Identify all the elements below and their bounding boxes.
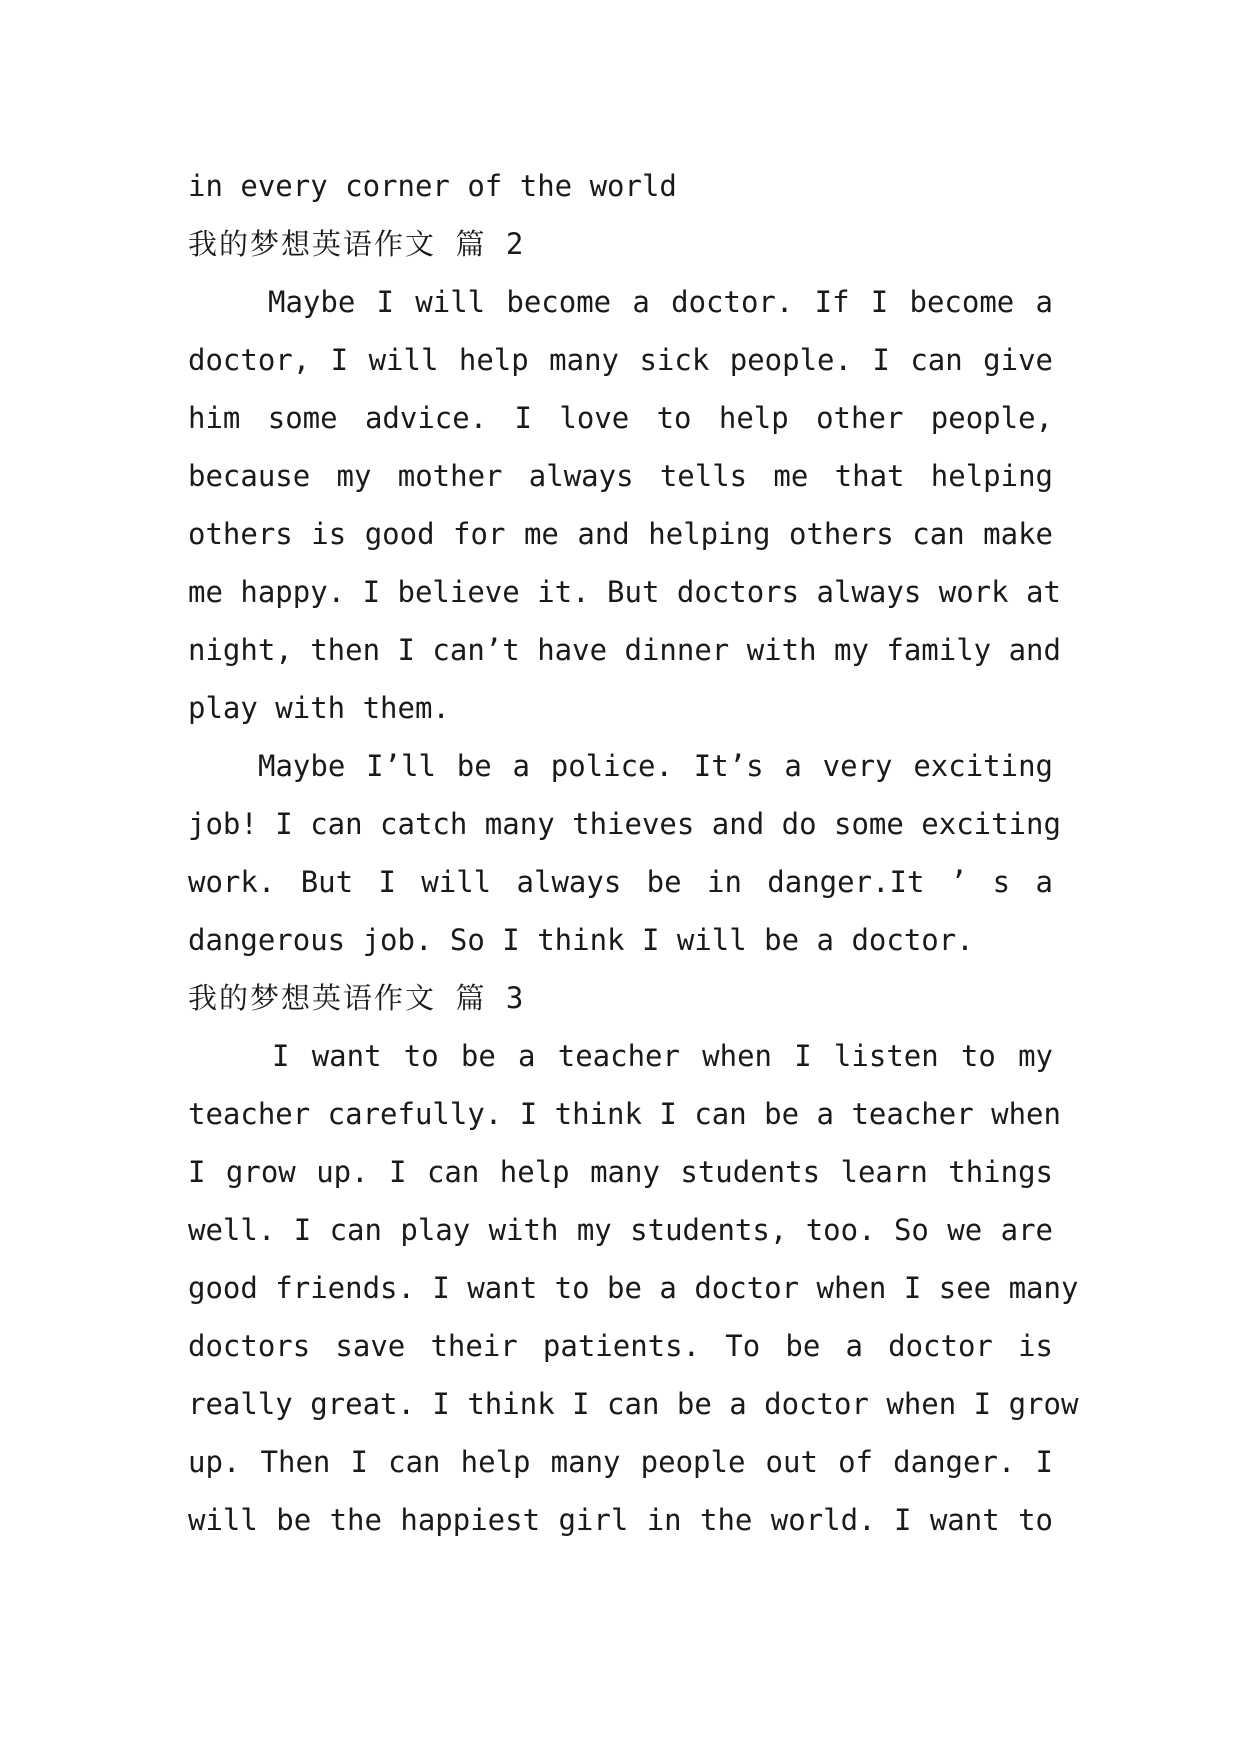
paragraph-line: play with them.	[188, 691, 450, 725]
paragraph-line: will be the happiest girl in the world. I want to	[188, 1503, 1053, 1537]
paragraph-line: me happy. I believe it. But doctors always work at	[188, 575, 1061, 609]
paragraph-line: him some advice. I love to help other people,	[188, 401, 1053, 435]
paragraph-line: Maybe I will become a doctor. If I become a	[268, 285, 1053, 319]
paragraph-line: teacher carefully. I think I can be a teacher when	[188, 1097, 1061, 1131]
paragraph-line: others is good for me and helping others can make	[188, 517, 1053, 551]
section-heading: 我的梦想英语作文 篇 2	[188, 227, 526, 261]
paragraph-line: really great. I think I can be a doctor when I grow	[188, 1387, 1079, 1421]
paragraph-line: work. But I will always be in danger.It ’ s a	[188, 865, 1053, 899]
paragraph-line: up. Then I can help many people out of danger. I	[188, 1445, 1053, 1479]
paragraph-line: doctor, I will help many sick people. I can give	[188, 343, 1053, 377]
paragraph-line: doctors save their patients. To be a doctor is	[188, 1329, 1053, 1363]
paragraph-line: job! I can catch many thieves and do some exciting	[188, 807, 1061, 841]
paragraph-line: because my mother always tells me that helping	[188, 459, 1053, 493]
paragraph-line: I want to be a teacher when I listen to my	[272, 1039, 1053, 1073]
intro-line: in every corner of the world	[188, 169, 677, 203]
paragraph-line: well. I can play with my students, too. So we are	[188, 1213, 1053, 1247]
paragraph-line: night, then I can’t have dinner with my family and	[188, 633, 1061, 667]
paragraph-line: good friends. I want to be a doctor when I see many	[188, 1271, 1079, 1305]
paragraph-line: dangerous job. So I think I will be a doctor.	[188, 923, 974, 957]
section-heading: 我的梦想英语作文 篇 3	[188, 981, 526, 1015]
paragraph-line: I grow up. I can help many students learn things	[188, 1155, 1053, 1189]
paragraph-line: Maybe I’ll be a police. It’s a very exciting	[258, 749, 1053, 783]
